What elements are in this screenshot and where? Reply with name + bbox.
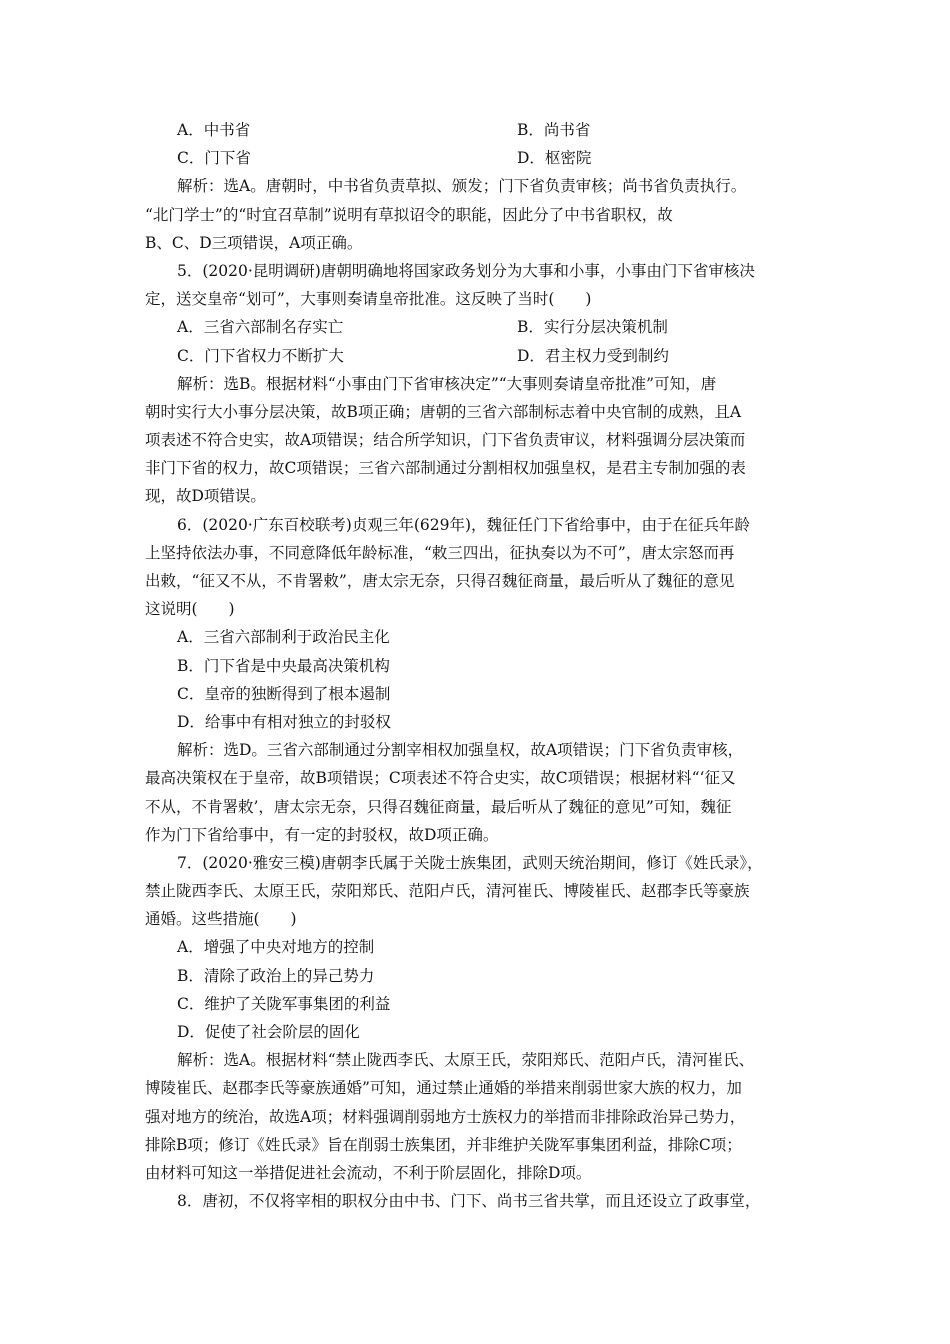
q5-stem-line: 定，送交皇帝“划可”，大事则奏请皇帝批准。这反映了当时( ) (145, 290, 592, 309)
q7-analysis-line: 博陵崔氏、赵郡李氏等豪族通婚”可知，通过禁止通婚的举措来削弱世家大族的权力，加 (145, 1079, 742, 1098)
q7-option-d: D．促使了社会阶层的固化 (177, 1023, 360, 1041)
q6-analysis-line: 最高决策权在于皇帝，故B项错误；C项表述不符合史实，故C项错误；根据材料“‘征又 (145, 769, 736, 788)
q6-analysis-line: 解析：选D。三省六部制通过分割宰相权加强皇权，故A项错误；门下省负责审核， (177, 741, 744, 760)
q7-stem-line: 禁止陇西李氏、太原王氏，荥阳郑氏、范阳卢氏，清河崔氏、博陵崔氏、赵郡李氏等豪族 (145, 882, 750, 901)
q5-option-d: D．君主权力受到制约 (517, 346, 669, 365)
q5-analysis-line: 现，故D项错误。 (145, 487, 266, 506)
q8-stem-line: 8．唐初，不仅将宰相的职权分由中书、门下、尚书三省共掌，而且还设立了政事堂， (177, 1192, 761, 1211)
q7-analysis-line: 解析：选A。根据材料“禁止陇西李氏、太原王氏，荥阳郑氏、范阳卢氏，清河崔氏、 (177, 1051, 755, 1070)
q7-analysis-line: 排除B项；修订《姓氏录》旨在削弱士族集团，并非维护关陇军事集团利益，排除C项； (145, 1135, 742, 1154)
q5-analysis-line: 项表述不符合史实，故A项错误；结合所学知识，门下省负责审议，材料强调分层决策而 (145, 431, 746, 450)
q6-stem-line: 上坚持依法办事，不同意降低年龄标准，“敕三四出，征执奏以为不可”，唐太宗怒而再 (145, 543, 735, 562)
q4-option-row (145, 116, 815, 144)
q4-option-a: A．中书省 (177, 121, 251, 139)
q6-option-a: A．三省六部制利于政治民主化 (177, 628, 390, 647)
q4-option-row (145, 144, 815, 172)
q4-option-b: B．尚书省 (517, 121, 591, 139)
q7-stem-line: 7．(2020·雅安三模)唐朝李氏属于关陇士族集团，武则天统治期间，修订《姓氏录》， (177, 853, 763, 872)
q5-option-row (145, 342, 815, 370)
q4-option-c: C．门下省 (177, 149, 251, 168)
q7-stem-line: 通婚。这些措施( ) (145, 910, 297, 929)
q5-option-b: B．实行分层决策机制 (517, 318, 668, 337)
q7-option-a: A．增强了中央对地方的控制 (177, 938, 375, 957)
q5-option-row (145, 313, 815, 341)
q5-analysis-line: 解析：选B。根据材料“小事由门下省审核决定”“大事则奏请皇帝批准”可知，唐 (177, 374, 717, 393)
q6-stem-line: 出敕，“征又不从，不肯署敕”，唐太宗无奈，只得召魏征商量，最后听从了魏征的意见 (145, 572, 735, 590)
q5-option-a: A．三省六部制名存实亡 (177, 318, 344, 337)
q7-analysis-line: 由材料可知这一举措促进社会流动，不利于阶层固化，排除D项。 (145, 1163, 592, 1182)
q7-analysis-line: 强对地方的统治，故选A项；材料强调削弱地方士族权力的举措而非排除政治异己势力， (145, 1107, 746, 1126)
q7-option-b: B．清除了政治上的异己势力 (177, 966, 375, 985)
q6-option-c: C．皇帝的独断得到了根本遏制 (177, 684, 391, 703)
q4-analysis-line: B、C、D三项错误，A项正确。 (145, 233, 363, 252)
q4-analysis-line: “北门学士”的“时宜召草制”说明有草拟诏令的职能，因此分了中书省职权，故 (145, 205, 673, 224)
q6-analysis-line: 不从，不肯署敕’，唐太宗无奈，只得召魏征商量，最后听从了魏征的意见”可知，魏征 (145, 797, 732, 816)
q6-option-b: B．门下省是中央最高决策机构 (177, 656, 390, 675)
q4-analysis-line: 解析：选A。唐朝时，中书省负责草拟、颁发；门下省负责审核；尚书省负责执行。 (177, 177, 747, 196)
q6-stem-line: 6．(2020·广东百校联考)贞观三年(629年)，魏征任门下省给事中，由于在征兵年龄 (177, 515, 751, 534)
q5-analysis-line: 非门下省的权力，故C项错误；三省六部制通过分割相权加强皇权，是君主专制加强的表 (145, 459, 746, 478)
q5-analysis-line: 朝时实行大小事分层决策，故B项正确；唐朝的三省六部制标志着中央官制的成熟，且A (145, 402, 742, 421)
q6-analysis-line: 作为门下省给事中，有一定的封驳权，故D项正确。 (145, 825, 499, 844)
document-page (145, 116, 815, 1215)
q5-stem-line: 5．(2020·昆明调研)唐朝明确地将国家政务划分为大事和小事，小事由门下省审核决 (177, 261, 755, 280)
q4-option-d: D．枢密院 (517, 149, 592, 168)
q6-option-d: D．给事中有相对独立的封驳权 (177, 712, 391, 731)
q7-option-c: C．维护了关陇军事集团的利益 (177, 994, 391, 1013)
q5-option-c: C．门下省权力不断扩大 (177, 346, 344, 365)
q6-stem-line: 这说明( ) (145, 600, 235, 619)
